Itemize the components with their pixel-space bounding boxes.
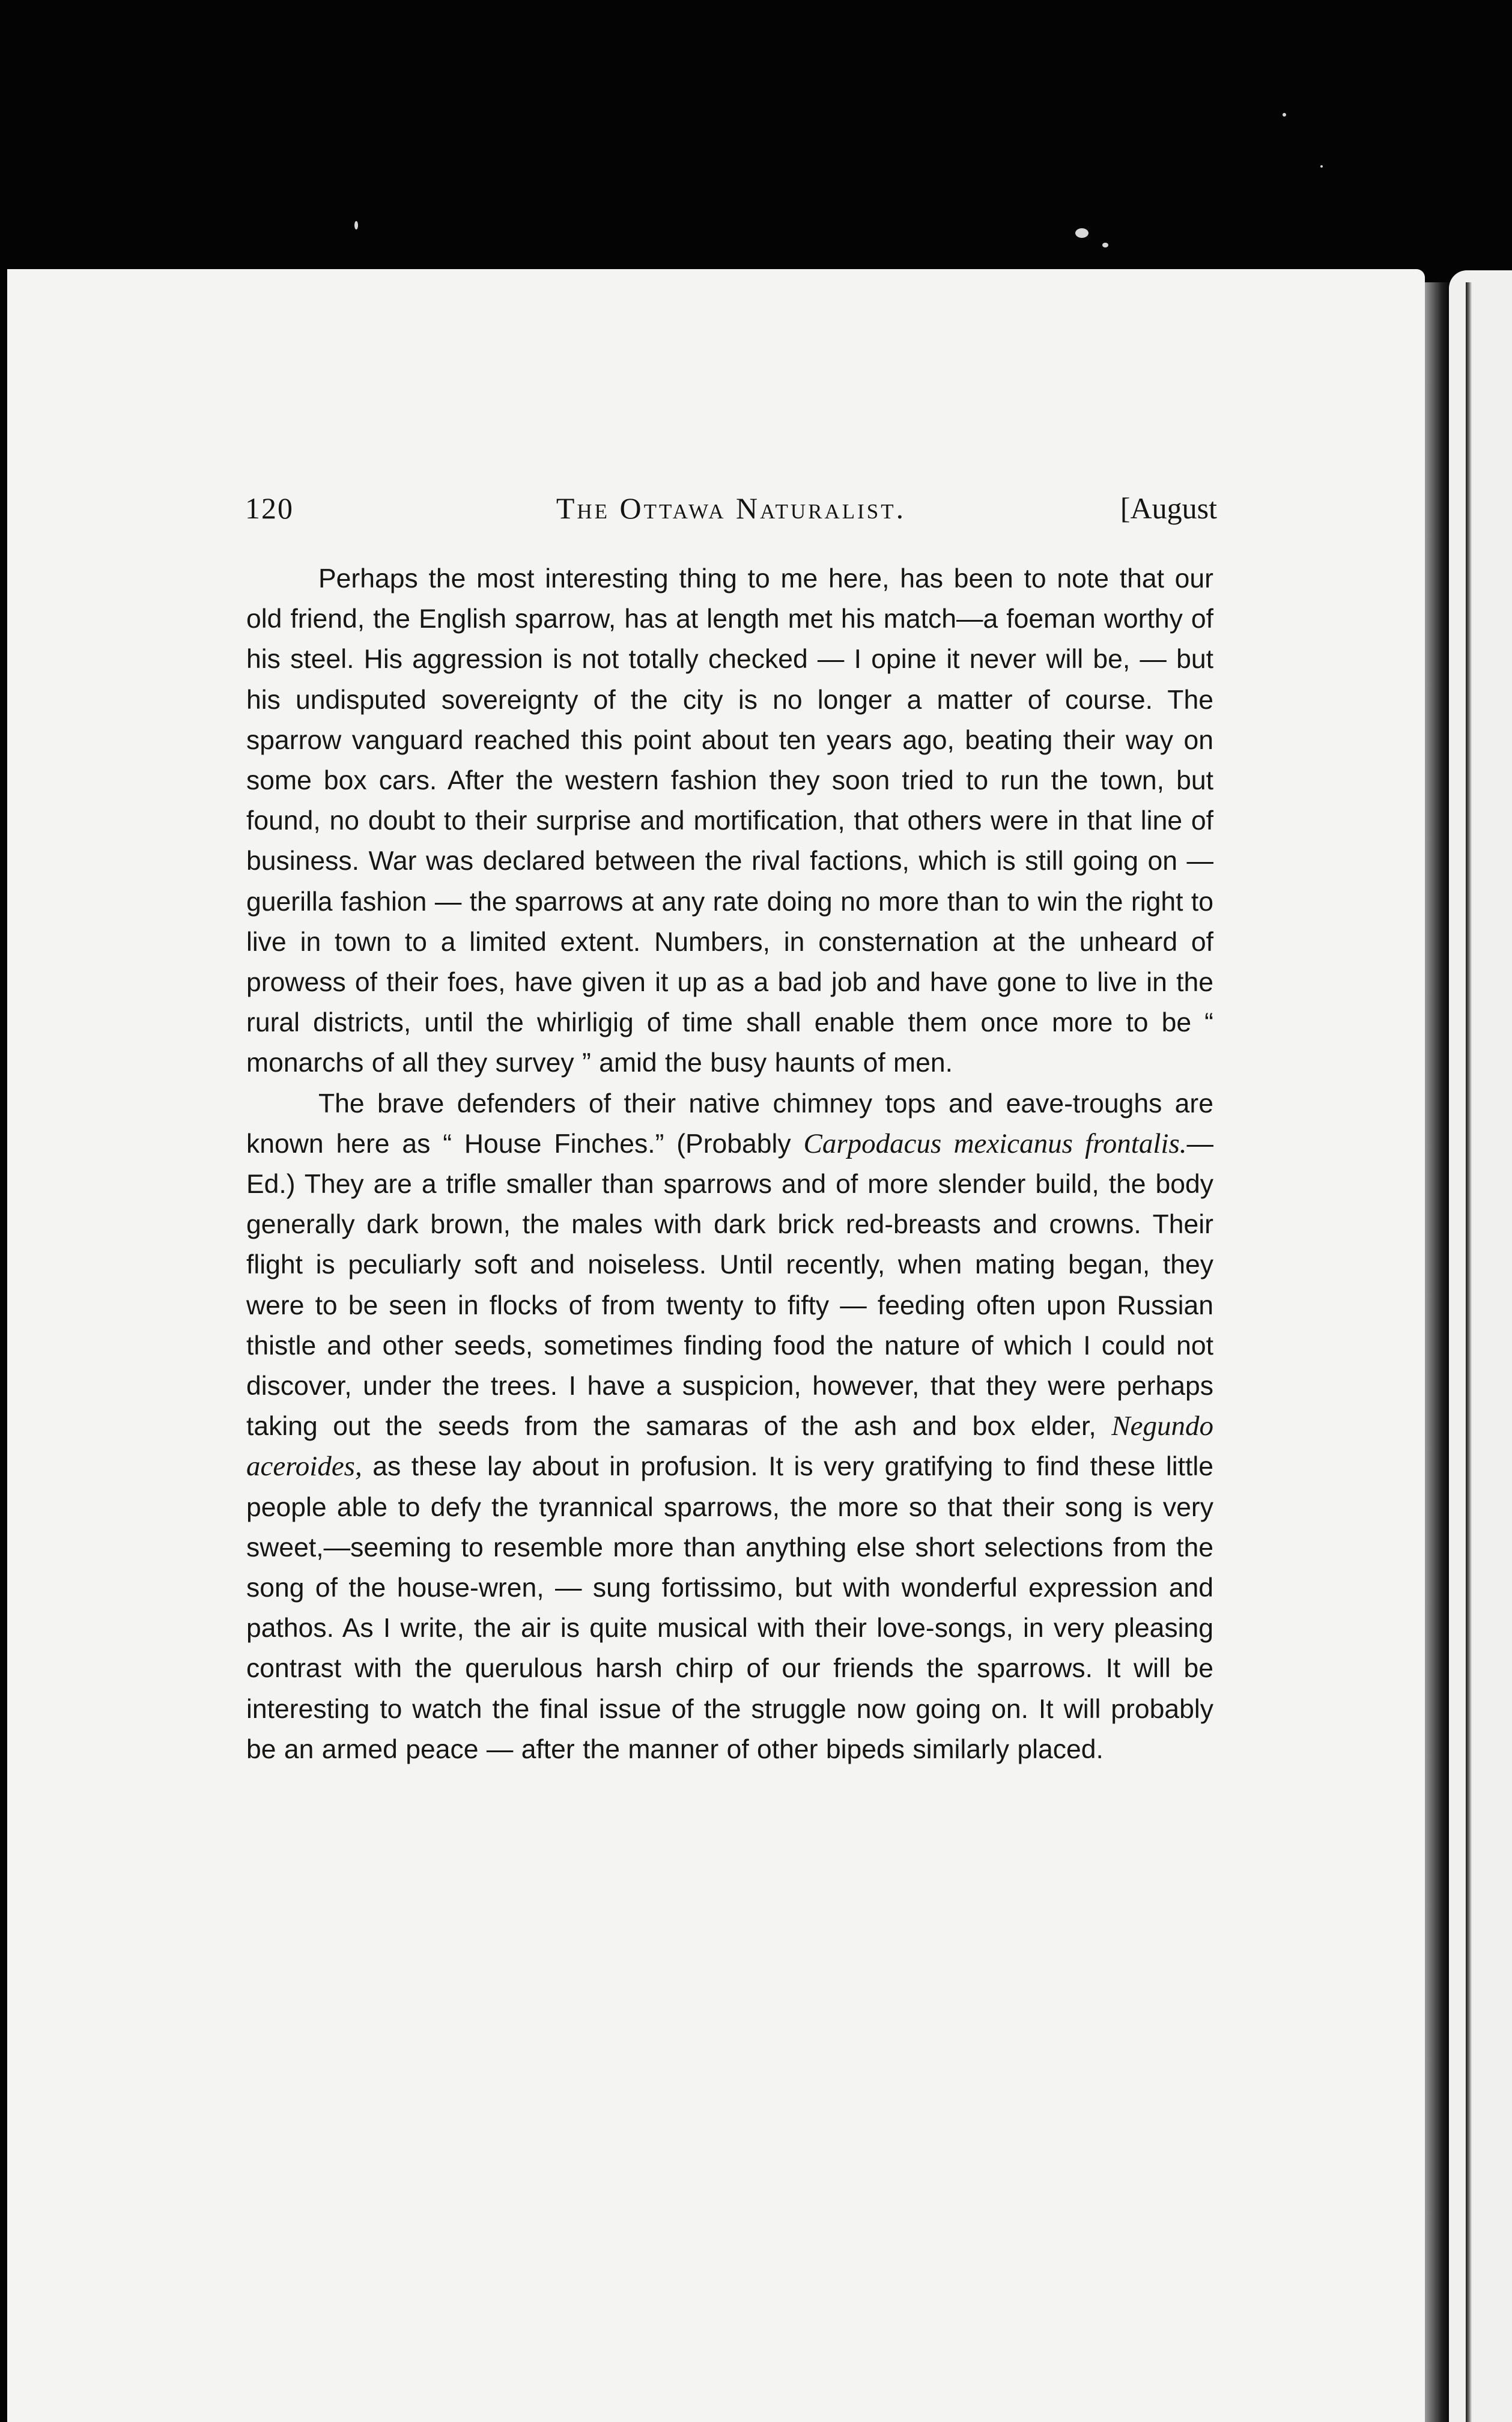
article-body (246, 559, 1213, 1770)
dust-speck (1283, 113, 1286, 117)
page-gutter-shadow (1425, 282, 1449, 2422)
running-month: [August (1120, 491, 1217, 525)
paragraph-text: as these lay about in profusion. It is very gratifying to find these little people able to defy the tyrannical sparrows, the more so that their song is very sweet,—seeming to resemble more than anything else short selections from the song of the house-wren, — sung fortissimo, but with wonderful expression and pathos. As I write, the air is quite musical with their love-songs, in very pleasing contrast with the querulous harsh chirp of our friends the sparrows. It will be interesting to watch the final issue of the struggle now going on. It will probably be an armed peace — after the manner of other bipeds similarly placed. (246, 1452, 1213, 1764)
page-number: 120 (245, 491, 294, 525)
dust-speck (354, 221, 358, 229)
scientific-name: Carpodacus mexicanus frontalis. (803, 1128, 1187, 1159)
adjacent-page-edge (1449, 270, 1512, 2422)
body-paragraph (246, 1084, 1213, 1770)
scientific-name: Negundo aceroides, (246, 1410, 1213, 1483)
dust-speck (1075, 228, 1088, 238)
paragraph-text: Perhaps the most interesting thing to me here, has been to note that our old friend, the English sparrow, has at length met his match—a foeman worthy of his steel. His aggression is not totally checked — I opine it never will be, — but his undisputed sovereignty of the city is no longer a matter of course. The sparrow vanguard reached this point about ten years ago, beating their way on some box cars. After the western fashion they soon tried to run the town, but found, no doubt to their surprise and mortification, that others were in that line of business. War was declared between the rival factions, which is still going on — guerilla fashion — the sparrows at any rate doing no more than to win the right to live in town to a limited extent. Numbers, in consternation at the unheard of prowess of their foes, have given it up as a bad job and have gone to live in the rural districts, until the whirligig of time shall enable them once more to be “ monarchs of all they survey ” amid the busy haunts of men. (246, 564, 1213, 1078)
dust-speck (1102, 243, 1108, 247)
body-paragraph (246, 559, 1213, 1084)
running-title: The Ottawa Naturalist. (556, 491, 906, 525)
paragraph-text: The brave defenders of their native chimney tops and eave-troughs are known here as “ House Finches.” (Probably (246, 1088, 1213, 1159)
adjacent-page-gutter (1466, 282, 1472, 2422)
dust-speck (1320, 165, 1323, 168)
paragraph-text: — Ed.) They are a trifle smaller than sparrows and of more slender build, the body generally dark brown, the males with dark brick red-breasts and crowns. Their flight is peculiarly soft and noiseless. Until recently, when mating began, they were to be seen in flocks of from twenty to fifty — feeding often upon Russian thistle and other seeds, sometimes finding food the nature of which I could not discover, under the trees. I have a suspicion, however, that they were perhaps taking out the seeds from the samaras of the ash and box elder, (246, 1129, 1213, 1442)
running-header (245, 484, 1217, 532)
